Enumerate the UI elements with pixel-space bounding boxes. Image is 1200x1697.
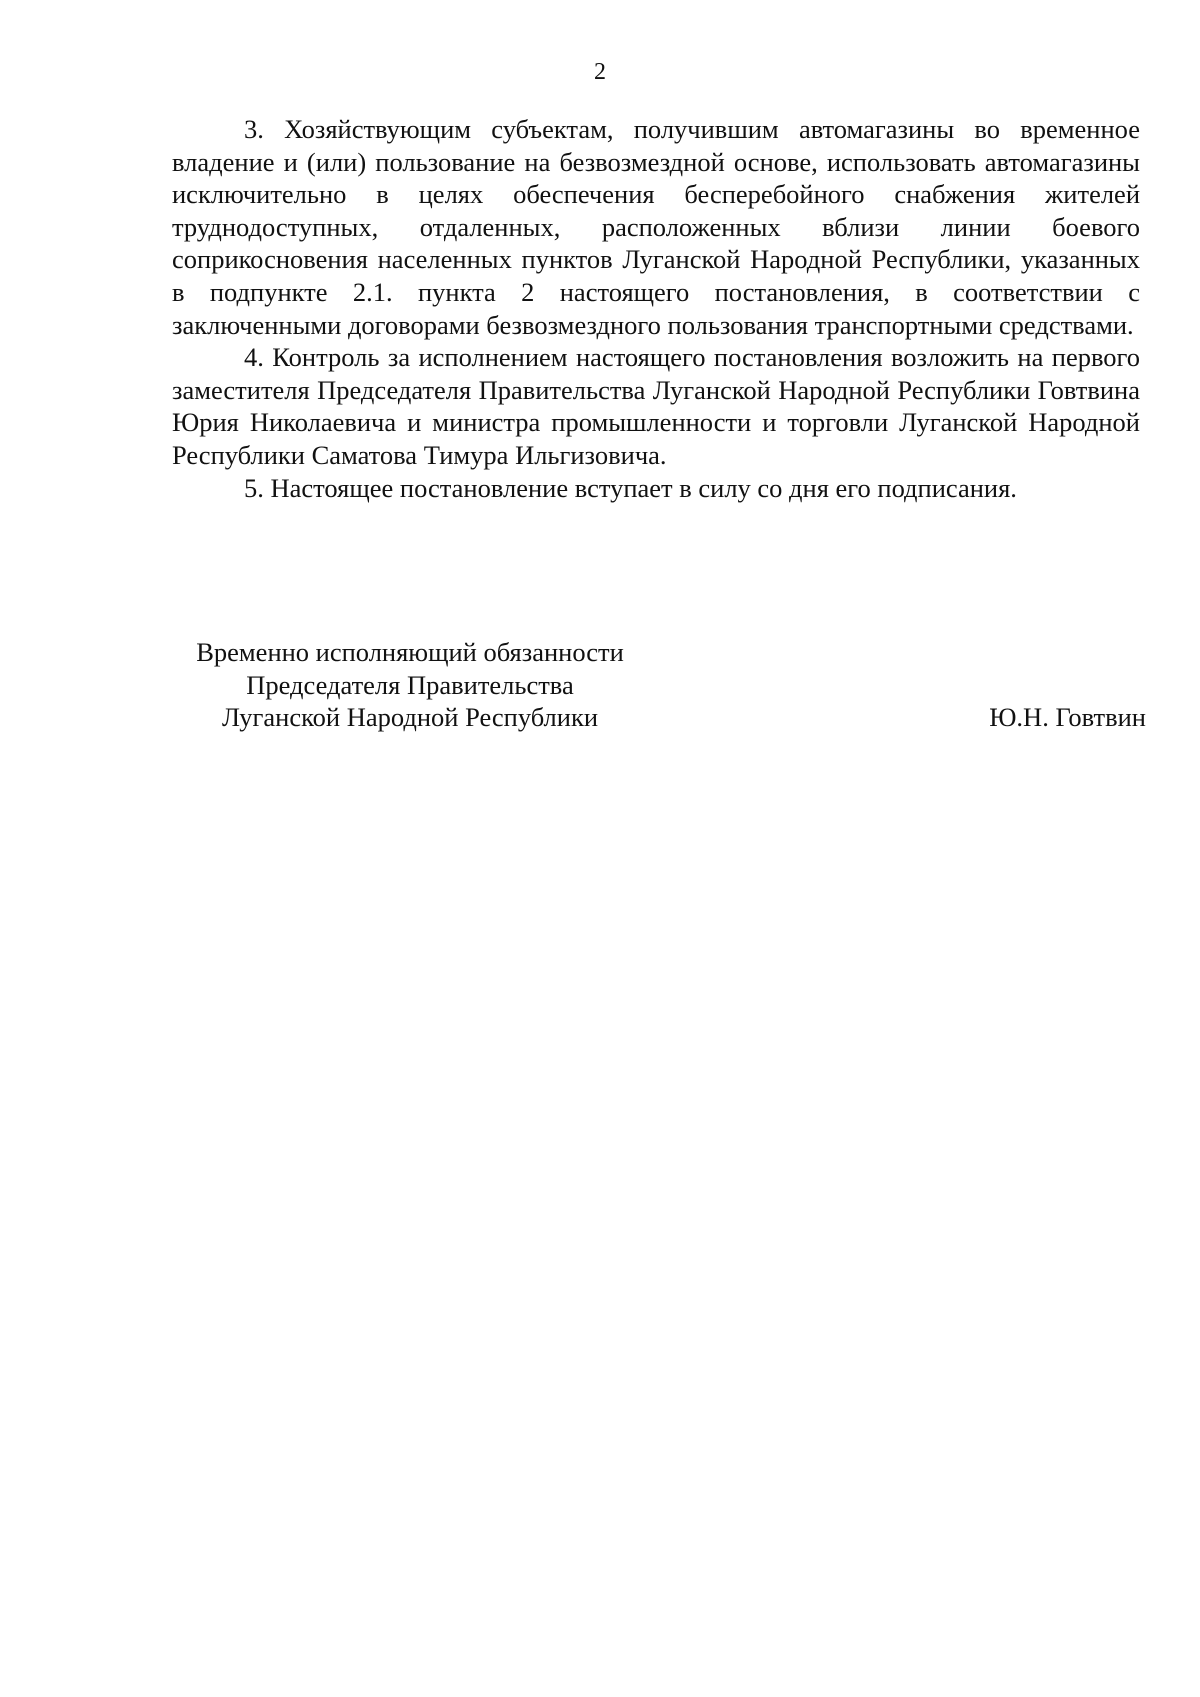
signatory-position-line-3: Луганской Народной Республики	[221, 702, 599, 733]
signatory-position-line-1: Временно исполняющий обязанности	[196, 637, 624, 667]
signatory-name: Ю.Н. Говтвин	[989, 702, 1146, 732]
paragraph-3: 3. Хозяйствующим субъектам, получившим автомагазины во временное владение и (или) пользование на безвозмездной основе, использовать автомагазины исключительно в целях обеспечения бесперебойного снабжения жителей труднодоступных, отдаленных, расположенных вблизи линии боевого соприкосновения населенных пунктов Луганской Народной Республики, указанных в подпункте 2.1. пункта 2 настоящего постановления, в соответствии с заключенными договорами безвозмездного пользования транспортными средствами.	[172, 114, 1140, 340]
signatory-position	[170, 636, 650, 734]
paragraph-4: 4. Контроль за исполнением настоящего постановления возложить на первого заместителя Председателя Правительства Луганской Народной Республики Говтвина Юрия Николаевича и министра промышленности и торговли Луганской Народной Республики Саматова Тимура Ильгизовича.	[172, 342, 1140, 470]
paragraph-5: 5. Настоящее постановление вступает в силу со дня его подписания.	[244, 472, 1017, 503]
page-number: 2	[594, 59, 606, 85]
signatory-position-line-2: Председателя Правительства	[246, 669, 574, 700]
document-body	[172, 113, 1140, 504]
